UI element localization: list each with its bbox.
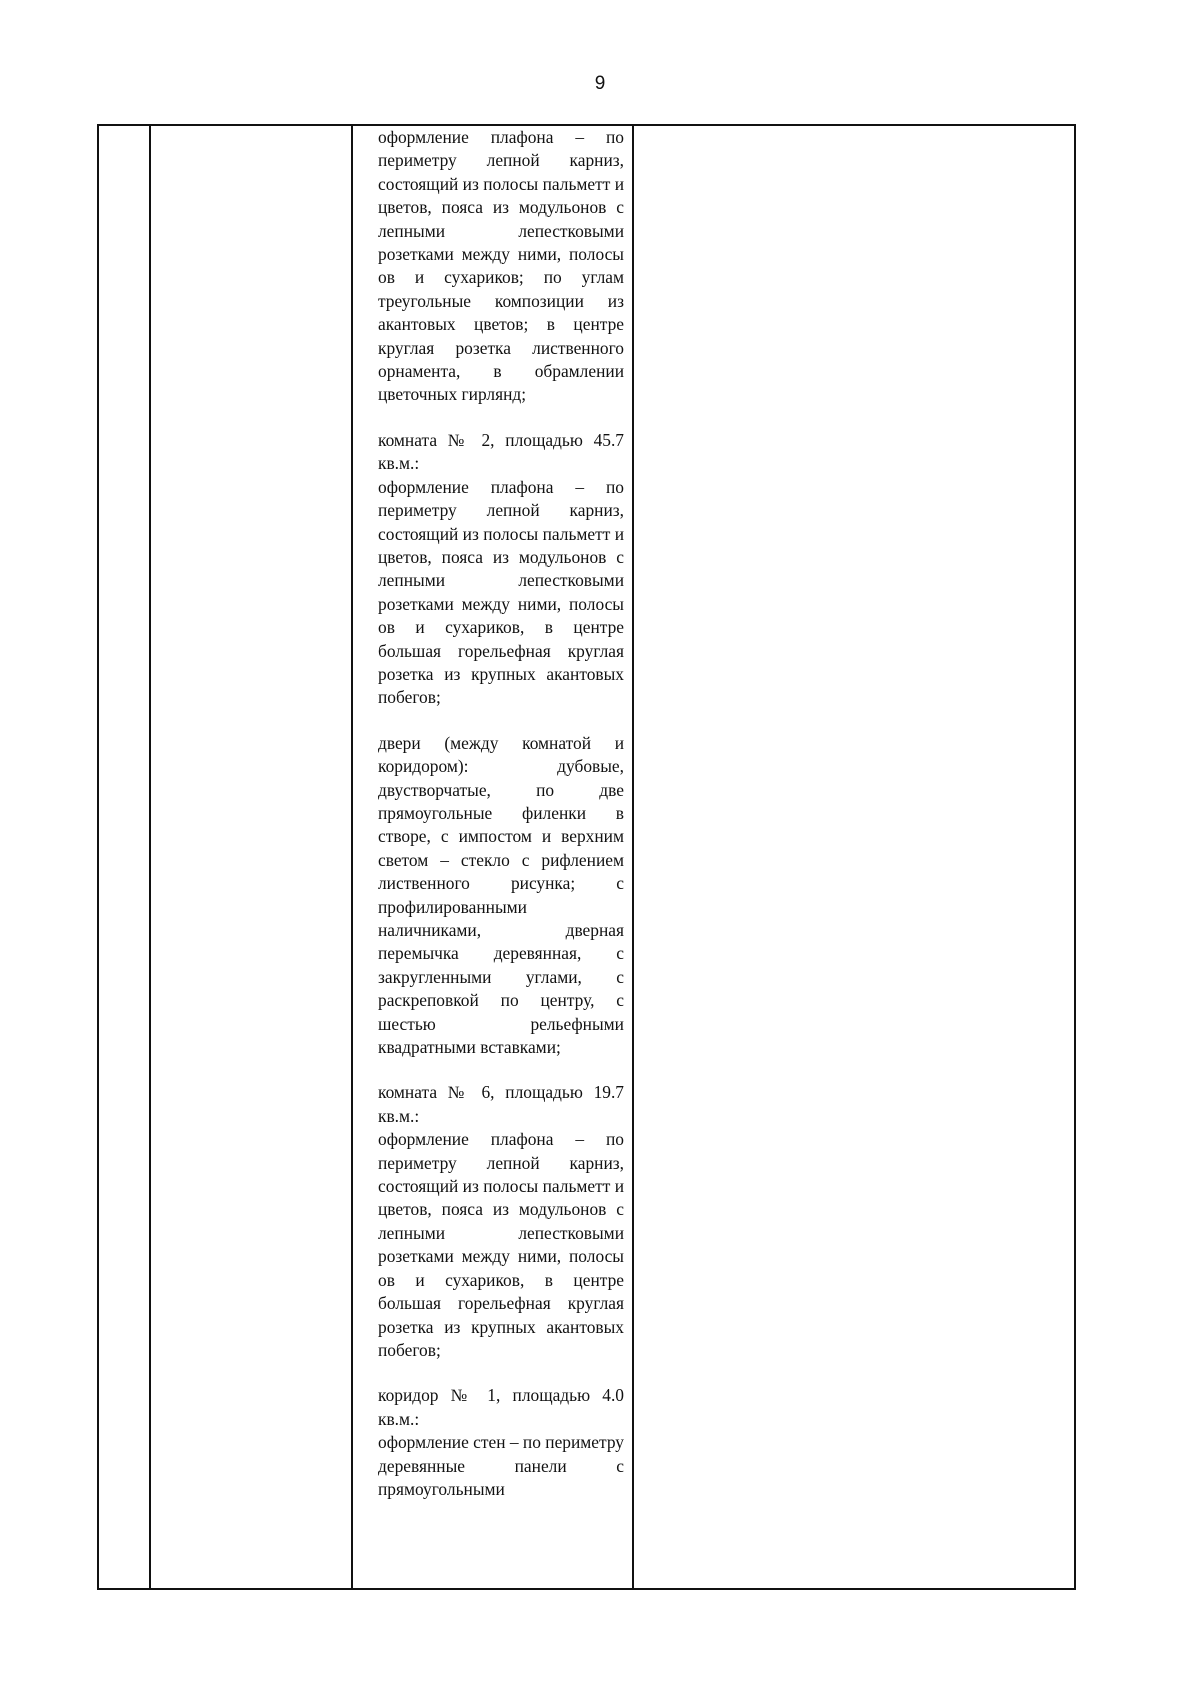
- document-table: [97, 124, 1076, 1590]
- column-divider: [149, 126, 151, 1588]
- column-divider: [351, 126, 353, 1588]
- paragraph-plafond-1: оформление плафона – по периметру лепной карниз, состоящий из полосы пальметт и цветов, пояса из модульонов с лепными лепестковыми розетками между ними, полосы ов и сухариков; по углам треугольные композиции из акантовых цветов; в центре круглая розетка лиственного орнамента, в обрамлении цветочных гирлянд;: [378, 127, 624, 405]
- paragraph-corridor-1: коридор № 1, площадью 4.0 кв.м.: оформление стен – по периметру деревянные панели с прямоугольными: [378, 1385, 624, 1499]
- paragraph-room-6: комната № 6, площадью 19.7 кв.м.: оформление плафона – по периметру лепной карниз, состоящий из полосы пальметт и цветов, пояса из модульонов с лепными лепестковыми розетками между ними, полосы ов и сухариков, в центре большая горельефная круглая розетка из крупных акантовых побегов;: [378, 1082, 624, 1360]
- paragraph-doors: двери (между комнатой и коридором): дубовые, двустворчатые, по две прямоугольные филенки в створе, с импостом и верхним светом – стекло с рифлением лиственного рисунка; с профилированными наличниками, дверная перемычка деревянная, с закругленными углами, с раскреповкой по центру, с шестью рельефными квадратными вставками;: [378, 732, 624, 1058]
- page-number: 9: [594, 73, 606, 94]
- column-divider: [632, 126, 634, 1588]
- paragraph-room-2: комната № 2, площадью 45.7 кв.м.: оформление плафона – по периметру лепной карниз, состоящий из полосы пальметт и цветов, пояса из модульонов с лепными лепестковыми розетками между ними, полосы ов и сухариков, в центре большая горельефная круглая розетка из крупных акантовых побегов;: [378, 429, 624, 708]
- description-cell: [369, 126, 632, 1588]
